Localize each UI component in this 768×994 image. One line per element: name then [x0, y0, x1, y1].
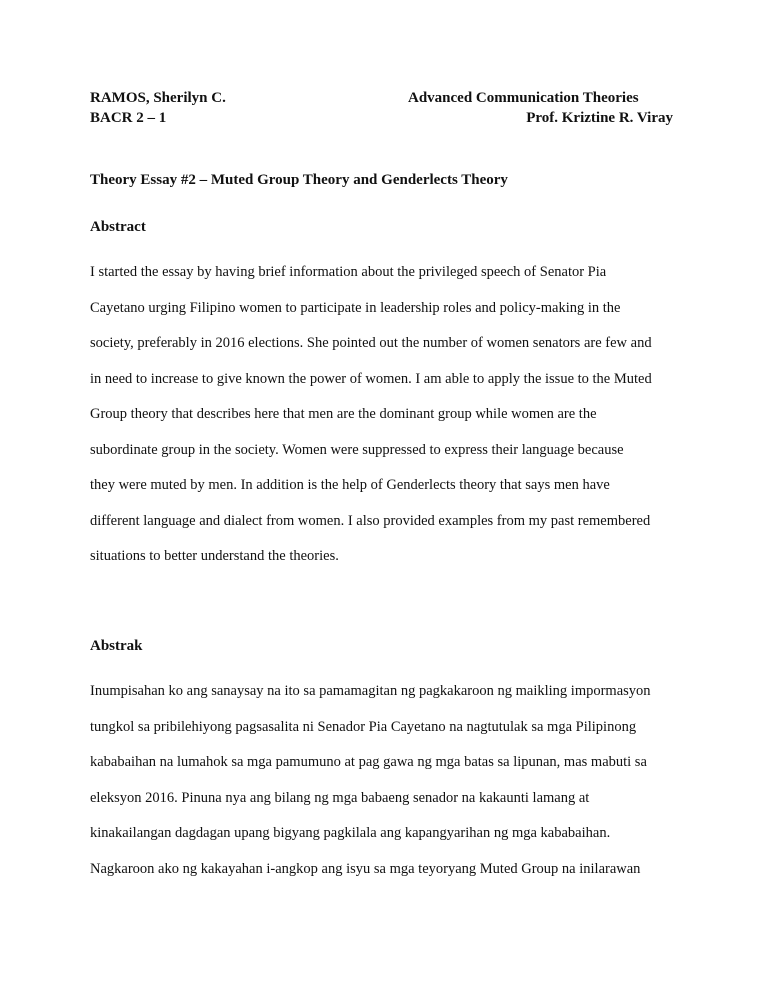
abstrak-heading: Abstrak	[90, 638, 143, 654]
abstrak-line: Nagkaroon ako ng kakayahan i-angkop ang isyu sa mga teyoryang Muted Group na inilarawan	[90, 861, 641, 877]
abstract-line: different language and dialect from women. I also provided examples from my past remembered	[90, 513, 651, 529]
abstrak-line: kinakailangan dagdagan upang bigyang pagkilala ang kapangyarihan ng mga kababaihan.	[90, 825, 611, 841]
abstract-line: situations to better understand the theories.	[90, 548, 339, 564]
abstract-line: subordinate group in the society. Women were suppressed to express their language because	[90, 442, 624, 458]
abstrak-line: tungkol sa pribilehiyong pagsasalita ni Senador Pia Cayetano na nagtutulak sa mga Pilipinong	[90, 719, 637, 735]
abstract-line: in need to increase to give known the power of women. I am able to apply the issue to the Muted	[90, 371, 652, 387]
abstract-line: I started the essay by having brief information about the privileged speech of Senator Pia	[90, 264, 607, 280]
author-name: RAMOS, Sherilyn C.	[90, 90, 226, 106]
abstract-line: Group theory that describes here that men are the dominant group while women are the	[90, 406, 597, 422]
abstract-line: Cayetano urging Filipino women to participate in leadership roles and policy-making in the	[90, 300, 621, 316]
professor-name: Prof. Kriztine R. Viray	[526, 110, 673, 126]
class-section: BACR 2 – 1	[90, 110, 167, 126]
abstract-line: society, preferably in 2016 elections. She pointed out the number of women senators are few and	[90, 335, 652, 351]
abstract-line: they were muted by men. In addition is the help of Genderlects theory that says men have	[90, 477, 610, 493]
course-title: Advanced Communication Theories	[408, 90, 639, 106]
abstrak-line: kababaihan na lumahok sa mga pamumuno at pag gawa ng mga batas sa lipunan, mas mabuti sa	[90, 754, 647, 770]
essay-title: Theory Essay #2 – Muted Group Theory and Genderlects Theory	[90, 172, 508, 188]
abstrak-line: eleksyon 2016. Pinuna nya ang bilang ng mga babaeng senador na kakaunti lamang at	[90, 790, 590, 806]
abstrak-line: Inumpisahan ko ang sanaysay na ito sa pamamagitan ng pagkakaroon ng maikling impormasyon	[90, 683, 651, 699]
abstract-heading: Abstract	[90, 219, 146, 235]
